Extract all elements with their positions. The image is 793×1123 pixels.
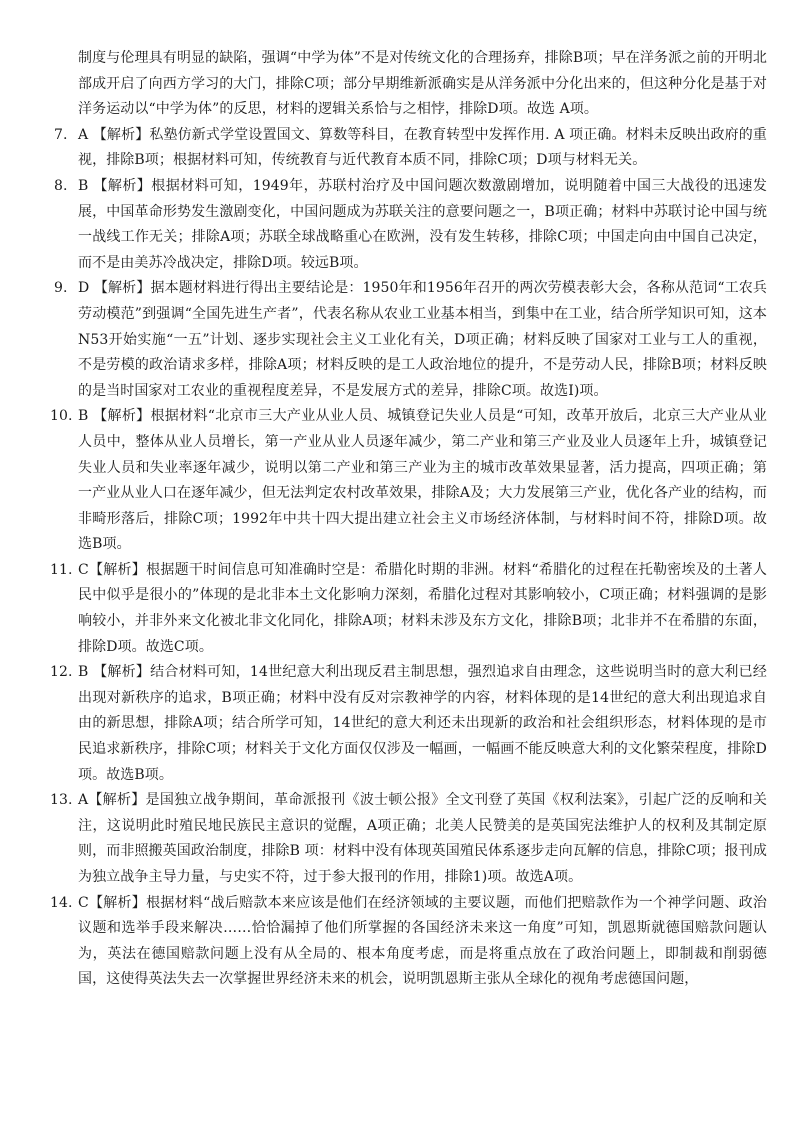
answer-item-9 xyxy=(50,276,767,404)
answer-item-13 xyxy=(50,788,767,890)
answer-item-10 xyxy=(50,404,767,558)
answer-item-8 xyxy=(50,174,767,276)
answer-text: A 【解析】私塾仿新式学堂设置国文、算数等科目，在教育转型中发挥作用. A 项正确。材料未反映出政府的重视，排除B项；根据材料可知，传统教育与近代教育本质不同，排除C项；D项与材料无关。 xyxy=(78,126,767,169)
answer-number: 10. xyxy=(50,408,73,425)
answer-number: 7. xyxy=(54,126,68,143)
answer-text: B 【解析】结合材料可知，14世纪意大利出现反君主制思想，强烈追求自由理念，这些说明当时的意大利已经出现对新秩序的追求，B项正确；材料中没有反对宗教神学的内容，材料体现的是14世纪的意大利出现追求自由的新思想，排除A项；结合所学可知，14世纪的意大利还未出现新的政治和社会组织形态，材料体现的是市民追求新秩序，排除C项；材料关于文化方面仅仅涉及一幅画，一幅画不能反映意大利的文化繁荣程度，排除D项。故选B项。 xyxy=(78,664,767,783)
answer-item-6-continued xyxy=(50,46,767,123)
answer-text: B 【解析】根据材料“北京市三大产业从业人员、城镇登记失业人员是“可知，改革开放后，北京三大产业从业人员中，整体从业人员增长，第一产业从业人员逐年减少，第二产业和第三产业及业人员逐年上升，城镇登记失业人员和失业率逐年减少，说明以第二产业和第三产业为主的城市改革效果显著，活力提高，四项正确；第一产业从业人口在逐年减少，但无法判定农村改革效果，排除A及；大力发展第三产业，优化各产业的结构，而非畸形落后，排除C项；1992年中共十四大提出建立社会主义市场经济体制，与材料时间不符，排除D项。故选B项。 xyxy=(78,408,767,553)
answer-item-12 xyxy=(50,660,767,788)
answer-text: B 【解析】根据材料可知，1949年，苏联村治疗及中国问题次数激剧增加，说明随着中国三大战役的迅速发展，中国革命形势发生激剧变化，中国问题成为苏联关注的意要问题之一，B项正确；材料中苏联讨论中国与统一战线工作无关；排除A项；苏联全球战略重心在欧洲，没有发生转移，排除C项；中国走向由中国自己决定，而不是由美苏冷战决定，排除D项。较远B项。 xyxy=(78,177,767,271)
answer-text: C【解析】根据题干时间信息可知准确时空是：希腊化时期的非洲。材料“希腊化的过程在托勒密埃及的土著人民中似乎是很小的”体现的是北非本土文化影响力深刻，希腊化过程对其影响较小，C项正确；材料强调的是影响较小，并非外来文化被北非文化同化，排除A项；材料未涉及东方文化，排除B项；北非并不在希腊的东面，排除D项。故选C项。 xyxy=(78,561,767,655)
answer-item-7 xyxy=(50,123,767,174)
answer-text: 制度与伦理具有明显的缺陷，强调“中学为体”不是对传统文化的合理扬弃，排除B项；早在洋务派之前的开明北部成开启了向西方学习的大门，排除C项；部分早期维新派确实是从洋务派中分化出来的，但这种分化是基于对洋务运动以“中学为体”的反思，材料的逻辑关系恰与之相悖，排除D项。故选 A项。 xyxy=(78,50,767,118)
answer-number: 12. xyxy=(50,664,73,681)
answer-number: 8. xyxy=(54,177,68,194)
answer-number: 13. xyxy=(50,792,73,809)
answer-text: C【解析】根据材料“战后赔款本来应该是他们在经济领域的主要议题，而他们把赔款作为一个神学问题、政治议题和选举手段来解决……恰恰漏掉了他们所掌握的各国经济未来这一角度”可知，凯恩斯就德国赔款问题认为，英法在德国赔款问题上没有从全局的、根本角度考虑，而是将重点放在了政治问题上，即制裁和削弱德国，这使得英法失去一次掌握世界经济未来的机会，说明凯恩斯主张从全球化的视角考虑德国问题， xyxy=(78,894,767,988)
answer-item-14 xyxy=(50,891,767,993)
answer-number: 11. xyxy=(50,561,73,578)
answer-item-11 xyxy=(50,558,767,660)
answer-number: 9. xyxy=(54,280,68,297)
answer-number: 14. xyxy=(50,894,73,911)
answer-text: D 【解析】据本题材料进行得出主要结论是：1950年和1956年召开的两次劳模表彰大会，各称从范词“工农兵劳动模范”到强调“全国先进生产者”，代表名称从农业工业基本相当，到集中在工业，结合所学知识可知，这本N53开始实施“一五”计划、逐步实现社会主义工业化有关，D项正确；材料反映了国家对工业与工人的重视，不是劳模的政治请求多样，排除A项；材料反映的是工人政治地位的提升，不是劳动人民，排除B项；材料反映的是当时国家对工农业的重视程度差异，不是发展方式的差异，排除C项。故选I)项。 xyxy=(78,280,767,399)
answer-text: A【解析】是国独立战争期间，革命派报刊《波士顿公报》全文刊登了英国《权利法案》，引起广泛的反响和关注，这说明此时殖民地民族民主意识的觉醒，A项正确；北美人民赞美的是英国宪法维护人的权利及其制定原则，而非照搬英国政治制度，排除B 项：材料中没有体现英国殖民体系逐步走向瓦解的信息，排除C项；报刊成为独立战争主导力量，与史实不符，过于参大报刊的作用，排除1)项。故选A项。 xyxy=(78,792,767,885)
